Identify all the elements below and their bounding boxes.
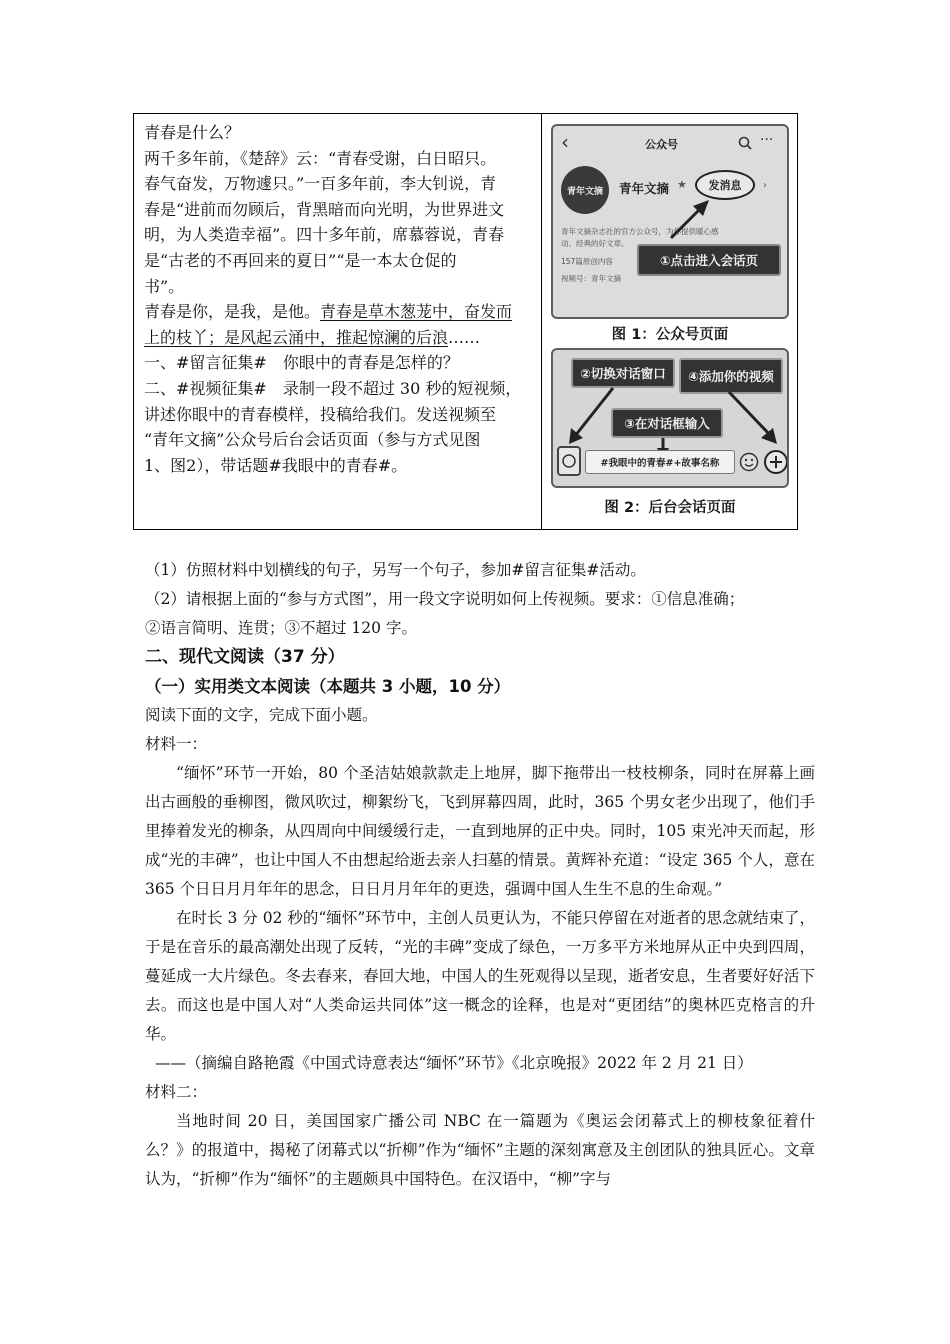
material1-label: 材料一： bbox=[145, 735, 208, 753]
underlined-sentence: 上的枝丫；是风起云涌中，推起惊澜的后浪 bbox=[144, 327, 449, 347]
material-line: 是“古老的不再回来的夏日”“是一本太仓促的 bbox=[144, 250, 457, 270]
star-icon: ★ bbox=[677, 178, 687, 191]
voice-toggle-button[interactable] bbox=[557, 446, 581, 476]
topbar-title: 公众号 bbox=[645, 138, 678, 151]
material-line: “青年文摘”公众号后台会话页面（参与方式见图 bbox=[144, 430, 481, 450]
table-divider bbox=[541, 114, 542, 529]
chevron-right-icon: › bbox=[763, 180, 767, 191]
source-citation: ——（摘编自路艳霞《中国式诗意表达“缅怀”环节》《北京晚报》2022 年 2 月 21 日） bbox=[155, 1054, 753, 1072]
material-line: 明，为人类造幸福”。四十多年前，席慕蓉说，青春 bbox=[144, 225, 505, 245]
material-line: 春是“进前而勿顾后，背黑暗而向光明，为世界进文 bbox=[144, 199, 505, 219]
material-text bbox=[144, 120, 534, 478]
more-icon: ··· bbox=[760, 132, 774, 148]
emoji-icon[interactable] bbox=[739, 452, 759, 472]
account-meta: 视频号：青年文摘 bbox=[561, 274, 621, 283]
paragraph: 当地时间 20 日，美国国家广播公司 NBC 在一篇题为《奥运会闭幕式上的柳枝象征着什么？》的报道中，揭秘了闭幕式以“折柳”作为“缅怀”主题的深刻寓意及主创团队的独具匠心。文章认为，“折柳”作为“缅怀”的主题颇具中国特色。在汉语中，“柳”字与 bbox=[145, 1112, 815, 1188]
chat-input-text: #我眼中的青春#+故事名称 bbox=[600, 458, 720, 469]
account-desc: 动、经典的好文章。 bbox=[561, 239, 629, 248]
account-desc: 青年文摘杂志社的官方公众号，为你提供暖心感 bbox=[561, 227, 719, 236]
material-line: 一、#留言征集# 你眼中的青春是怎样的？ bbox=[144, 353, 459, 373]
figure1-caption: 图 1：公众号页面 bbox=[611, 327, 729, 343]
question-1: （1）仿照材料中划横线的句子，另写一个句子，参加#留言征集#活动。 bbox=[145, 561, 646, 579]
callout-step1 bbox=[637, 244, 781, 276]
figures-column bbox=[549, 120, 791, 523]
material-line bbox=[144, 299, 534, 325]
main-text bbox=[145, 556, 815, 1194]
question-2: （2）请根据上面的“参与方式图”，用一段文字说明如何上传视频。要求：①信息准确； bbox=[145, 590, 745, 608]
figure2-screenshot bbox=[551, 348, 789, 488]
callout-step2-text: ②切换对话窗口 bbox=[580, 366, 666, 381]
material-table bbox=[133, 113, 798, 530]
material-line: 1、图2），带话题#我眼中的青春#。 bbox=[144, 455, 408, 475]
material-line: 书”。 bbox=[144, 276, 185, 296]
question-2-cont: ②语言简明、连贯；③不超过 120 字。 bbox=[145, 619, 417, 637]
material-line: 二、#视频征集# 录制一段不超过 30 秒的短视频， bbox=[144, 378, 522, 398]
figure2-caption: 图 2：后台会话页面 bbox=[604, 500, 736, 516]
callout-step1-text: ①点击进入会话页 bbox=[659, 253, 759, 268]
back-icon: ‹ bbox=[561, 130, 569, 154]
material-line: 青春是什么？ bbox=[144, 123, 241, 142]
section-heading: 二、现代文阅读（37 分） bbox=[145, 647, 345, 667]
figure1-screenshot bbox=[551, 124, 789, 319]
chat-input[interactable] bbox=[585, 450, 735, 474]
instruction: 阅读下面的文字，完成下面小题。 bbox=[145, 706, 378, 724]
add-icon[interactable] bbox=[763, 448, 789, 476]
callout-step3-text: ③在对话框输入 bbox=[624, 416, 710, 431]
material2-label: 材料二： bbox=[145, 1083, 208, 1101]
account-meta: 157篇原创内容 bbox=[561, 257, 613, 266]
account-name: 青年文摘 bbox=[619, 181, 670, 196]
material-line: 两千多年前，《楚辞》云：“青春受谢，白日昭只。 bbox=[144, 148, 497, 168]
send-message-label: 发消息 bbox=[708, 179, 742, 192]
account-logo-text: 青年文摘 bbox=[566, 186, 603, 197]
subsection-heading: （一）实用类文本阅读（本题共 3 小题，10 分） bbox=[145, 677, 511, 696]
callout-step3 bbox=[611, 408, 723, 438]
arrow-icon bbox=[553, 126, 789, 319]
keyboard-icon bbox=[559, 448, 579, 474]
material-plain: …… bbox=[448, 327, 481, 347]
material-plain: 青春是你，是我，是他。 bbox=[144, 302, 321, 322]
underlined-sentence: 青春是草木葱茏中，奋发而 bbox=[320, 302, 513, 322]
paragraph: “缅怀”环节一开始，80 个圣洁姑娘款款走上地屏，脚下拖带出一枝枝柳条，同时在屏幕上画出古画般的垂柳图，微风吹过，柳絮纷飞，飞到屏幕四周，此时，365 个男女老少出现了，他们手里捧着发光的柳条，从四周向中间缓缓行走，一直到地屏的正中央。同时，105 束光冲天而起，形成“光的丰碑”，也让中国人不由想起给逝去亲人扫墓的情景。黄辉补充道：“设定 365 个人，意在 365 个日日月月年年的思念，日日月月年年的更迭，强调中国人生生不息的生命观。” bbox=[145, 764, 816, 898]
callout-step4-text: ④添加你的视频 bbox=[688, 369, 774, 384]
material-line bbox=[144, 325, 534, 351]
material-line: 春气奋发，万物遽只。”一百多年前，李大钊说，青 bbox=[144, 174, 497, 194]
material-line: 讲述你眼中的青春模样，投稿给我们。发送视频至 bbox=[144, 404, 497, 424]
paragraph: 在时长 3 分 02 秒的“缅怀”环节中，主创人员更认为，不能只停留在对逝者的思念就结束了，于是在音乐的最高潮处出现了反转，“光的丰碑”变成了绿色，一万多平方米地屏从正中央到四周，蔓延成一大片绿色。冬去春来，春回大地，中国人的生死观得以呈现，逝者安息，生者要好好活下去。而这也是中国人对“人类命运共同体”这一概念的诠释，也是对“更团结”的奥林匹克格言的升华。 bbox=[145, 909, 815, 1043]
